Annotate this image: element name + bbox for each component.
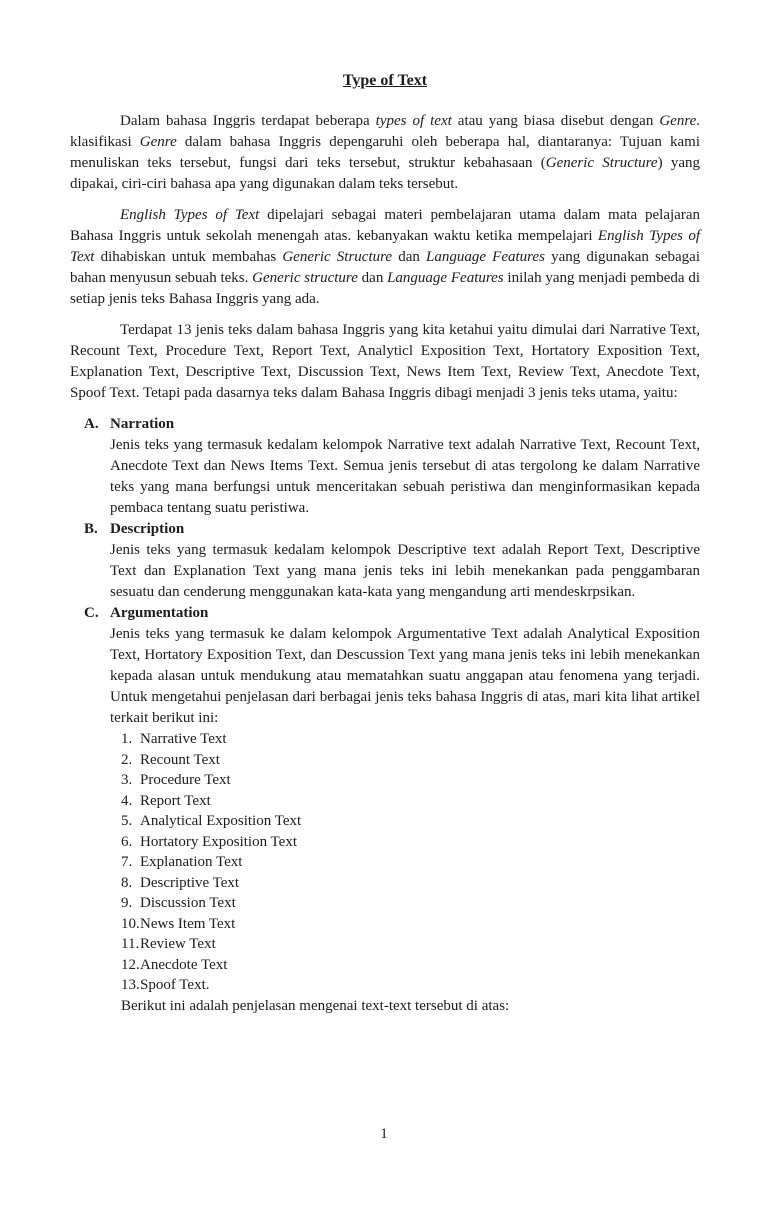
- section-narration-label: A.: [84, 416, 99, 432]
- section-description: [84, 519, 700, 603]
- section-description-body: Jenis teks yang termasuk kedalam kelompok Descriptive text adalah Report Text, Descriptive Text dan Explanation Text yang mana jenis teks ini lebih menekankan pada penggambaran sesuatu dan cenderung menggunakan kata-kata yang mengandung arti mendeskrpsikan.: [110, 542, 700, 600]
- list-item: [121, 934, 700, 955]
- list-item-number: 8.: [121, 874, 133, 891]
- section-description-title: Description: [110, 521, 185, 537]
- section-argumentation-heading: [84, 603, 700, 624]
- list-item-number: 5.: [121, 813, 133, 829]
- list-item: [121, 914, 700, 935]
- list-item-label: Procedure Text: [140, 772, 231, 788]
- paragraph-english-types: English Types of Text dipelajari sebagai materi pembelajaran utama dalam mata pelajaran Bahasa Inggris untuk sekolah menengah atas. kebanyakan waktu ketika mempelajari English Types of Text dihabiskan untuk membahas Generic Structure dan Language Features yang digunakan sebagai bahan menyusun sebuah teks. Generic structure dan Language Features inilah yang menjadi pembeda di setiap jenis teks Bahasa Inggris yang ada.: [70, 207, 700, 307]
- list-item-label: Review Text: [140, 936, 216, 952]
- list-item-number: 3.: [121, 772, 133, 788]
- list-item-number: 2.: [121, 751, 133, 768]
- section-narration-heading: [84, 414, 700, 435]
- list-footer-text: Berikut ini adalah penjelasan mengenai text-text tersebut di atas:: [121, 997, 510, 1014]
- list-item: [121, 832, 700, 853]
- paragraph-intro: Dalam bahasa Inggris terdapat beberapa types of text atau yang biasa disebut dengan Genre. klasifikasi Genre dalam bahasa Inggris depengaruhi oleh beberapa hal, diantaranya: Tujuan kami menuliskan teks tersebut, fungsi dari teks tersebut, struktur kebahasaan (Generic Structure) yang dipakai, ciri-ciri bahasa apa yang digunakan dalam teks tersebut.: [70, 113, 701, 192]
- section-argumentation-body: Jenis teks yang termasuk ke dalam kelompok Argumentative Text adalah Analytical Exposition Text, Hortatory Exposition Text, dan Descussion Text yang mana jenis teks ini lebih menekankan kepada alasan untuk mendukung atau mematahkan suatu anggapan atau fenomena yang terjadi. Untuk mengetahui penjelasan dari berbagai jenis teks bahasa Inggris di atas, mari kita lihat artikel terkait berikut ini:: [110, 626, 700, 726]
- list-item-label: Anecdote Text: [140, 956, 228, 973]
- list-item-number: 11.: [121, 936, 140, 952]
- section-argumentation-title: Argumentation: [110, 605, 209, 621]
- section-narration: [84, 414, 700, 519]
- list-item-number: 9.: [121, 895, 133, 911]
- list-item: [121, 893, 700, 914]
- text-types-list: [121, 729, 700, 996]
- section-argumentation: [84, 603, 700, 729]
- page-title: Type of Text: [342, 72, 428, 89]
- list-item-number: 7.: [121, 854, 133, 870]
- list-item-label: Discussion Text: [140, 895, 236, 911]
- list-item-label: News Item Text: [140, 915, 236, 932]
- section-description-heading: [84, 519, 700, 540]
- list-item-number: 10.: [121, 915, 140, 932]
- list-item-label: Explanation Text: [140, 854, 243, 870]
- list-item-label: Report Text: [140, 792, 211, 809]
- list-item: [121, 811, 700, 832]
- section-description-label: B.: [84, 521, 98, 537]
- list-item: [121, 729, 700, 750]
- list-item: [121, 955, 700, 976]
- list-item-label: Recount Text: [140, 751, 220, 768]
- list-item: [121, 975, 700, 996]
- list-item-label: Narrative Text: [140, 731, 227, 747]
- list-item: [121, 852, 700, 873]
- list-item-label: Hortatory Exposition Text: [140, 833, 297, 850]
- list-item: [121, 791, 700, 812]
- list-item-number: 1.: [121, 731, 133, 747]
- list-item: [121, 750, 700, 771]
- list-item-label: Analytical Exposition Text: [140, 813, 302, 829]
- list-item-number: 6.: [121, 833, 133, 850]
- list-item: [121, 873, 700, 894]
- list-item-number: 13.: [121, 977, 140, 993]
- list-item-label: Spoof Text.: [140, 977, 210, 993]
- section-argumentation-label: C.: [84, 605, 99, 621]
- sections-block: [84, 414, 700, 1017]
- section-narration-body: Jenis teks yang termasuk kedalam kelompok Narrative text adalah Narrative Text, Recount Text, Anecdote Text dan News Items Text. Semua jenis tersebut di atas tergolong ke dalam Narrative teks yang mana berfungsi untuk menceritakan sebuah peristiwa dan menginformasikan kepada pembaca tentang suatu peristiwa.: [110, 437, 700, 516]
- page-number: 1: [380, 1126, 388, 1142]
- paragraph-thirteen-types: Terdapat 13 jenis teks dalam bahasa Inggris yang kita ketahui yaitu dimulai dari Narrative Text, Recount Text, Procedure Text, Report Text, Analyticl Exposition Text, Hortatory Exposition Text, Explanation Text, Descriptive Text, Discussion Text, News Item Text, Review Text, Anecdote Text, Spoof Text. Tetapi pada dasarnya teks dalam Bahasa Inggris dibagi menjadi 3 jenis teks utama, yaitu:: [70, 322, 700, 401]
- list-item: [121, 770, 700, 791]
- list-item-label: Descriptive Text: [140, 874, 240, 891]
- list-item-number: 4.: [121, 792, 133, 809]
- section-narration-title: Narration: [110, 416, 175, 432]
- list-item-number: 12.: [121, 956, 140, 973]
